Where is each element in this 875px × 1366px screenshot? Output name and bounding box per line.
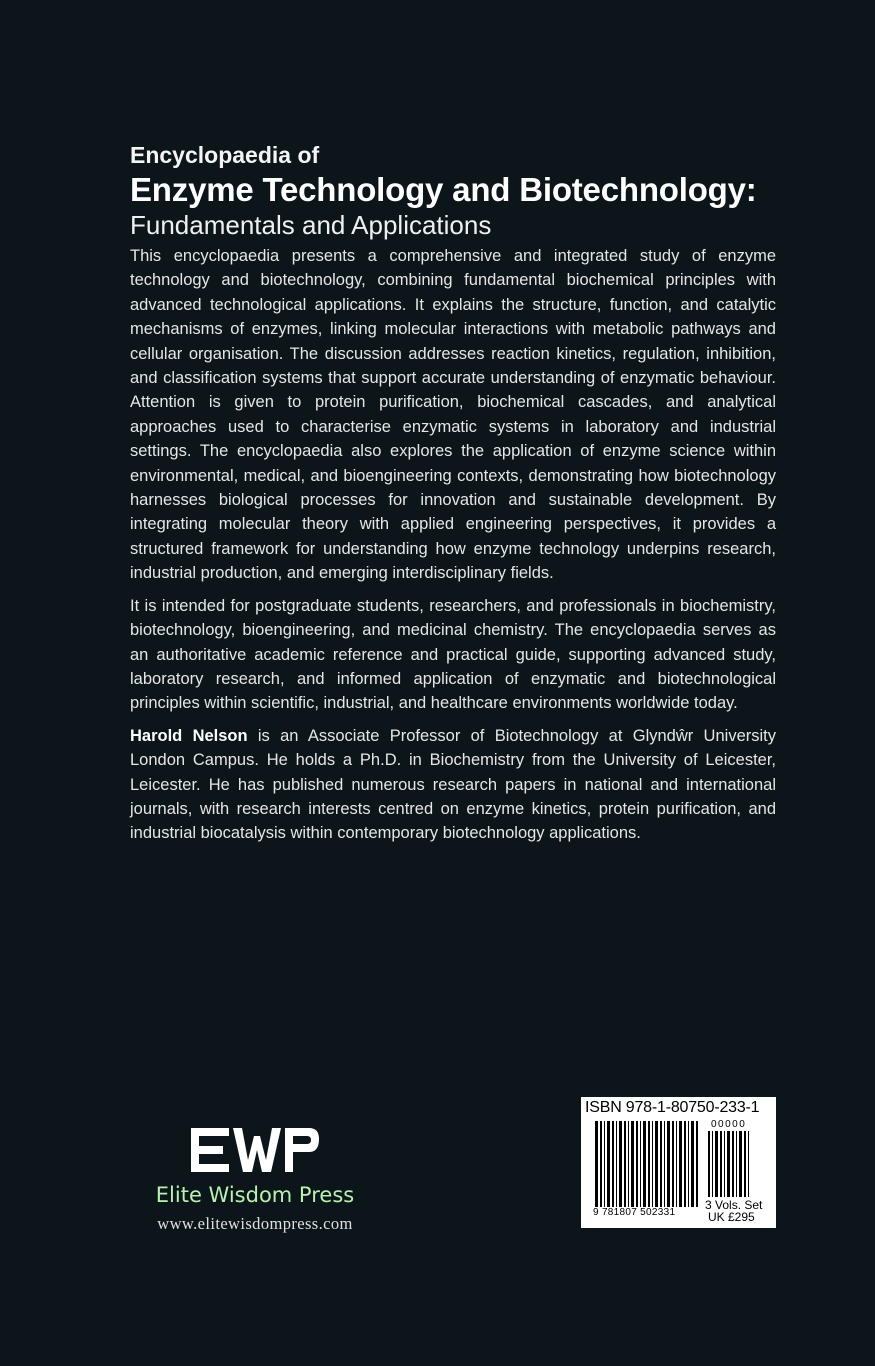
volumes-label: 3 Vols. Set: [705, 1198, 763, 1212]
barcode-bar: [720, 1131, 722, 1197]
publisher-url: www.elitewisdompress.com: [157, 1214, 353, 1233]
barcode-bar: [672, 1121, 674, 1207]
publisher-block: [130, 1128, 380, 1234]
barcode-bar: [676, 1121, 677, 1207]
barcode-bar: [604, 1121, 605, 1207]
barcode-bar: [643, 1121, 646, 1207]
barcode-bar: [607, 1121, 610, 1207]
barcode-bar: [631, 1121, 634, 1207]
description-paragraph-2: It is intended for postgraduate students, researchers, and professionals in biochemistry, biotechnology, bioengineering, and medicinal chemistry. The encyclopaedia serves as an authoritative academic reference and practical guide, supporting advanced study, laboratory research, and informed application of enzymatic and biotechnological principles within scientific, industrial, and healthcare environments worldwide today.: [130, 596, 776, 713]
barcode-bar: [616, 1121, 617, 1207]
isbn-barcode-box: [581, 1097, 776, 1228]
barcode-bar: [696, 1121, 698, 1207]
barcode-bar: [708, 1131, 710, 1197]
book-title: Enzyme Technology and Biotechnology:: [130, 171, 757, 208]
barcode-bar: [667, 1121, 670, 1207]
price-label: UK £295: [708, 1210, 755, 1224]
barcode-bar: [684, 1121, 686, 1207]
barcode-bar: [712, 1131, 713, 1197]
author-name: Harold Nelson: [130, 726, 248, 745]
barcode-bar: [652, 1121, 653, 1207]
barcode-bar: [724, 1131, 725, 1197]
barcode-bar: [739, 1131, 742, 1197]
barcode-bar: [748, 1131, 749, 1197]
barcode-bar: [679, 1121, 682, 1207]
description-paragraph-1: This encyclopaedia presents a comprehensive and integrated study of enzyme technology and biotechnology, combining fundamental biochemical principles with advanced technological applications. It explains the structure, function, and catalytic mechanisms of enzymes, linking molecular interactions with metabolic pathways and cellular organisation. The discussion addresses reaction kinetics, regulation, inhibition, and classification systems that support accurate understanding of enzymatic behaviour. Attention is given to protein purification, biochemical cascades, and analytical approaches used to characterise enzymatic systems in laboratory and industrial settings. The encyclopaedia also explores the application of enzyme science within environmental, medical, and bioengineering contexts, demonstrating how biotechnology harnesses biological processes for innovation and sustainable development. By integrating molecular theory with applied engineering perspectives, it provides a structured framework for understanding how enzyme technology underpins research, industrial production, and emerging interdisciplinary fields.: [130, 247, 776, 583]
barcode-bar: [595, 1121, 598, 1207]
barcode-bar: [619, 1121, 622, 1207]
book-subtitle: Fundamentals and Applications: [130, 210, 492, 240]
barcode-bar: [636, 1121, 638, 1207]
barcode-bar: [628, 1121, 629, 1207]
back-cover-content: [130, 140, 776, 854]
addon-digits: 00000: [711, 1119, 747, 1130]
barcode-bar: [691, 1121, 694, 1207]
barcode-bar: [664, 1121, 665, 1207]
barcode-bar: [660, 1121, 662, 1207]
pre-title: Encyclopaedia of: [130, 142, 320, 168]
author-bio: [130, 724, 776, 846]
barcode-bar: [640, 1121, 641, 1207]
barcode-bar: [736, 1131, 737, 1197]
barcode-bar: [727, 1131, 730, 1197]
barcode-bar: [744, 1131, 746, 1197]
barcode-bar: [715, 1131, 718, 1197]
ean-digits: 9 781807 502331: [593, 1207, 676, 1218]
volumes-and-price: [705, 1199, 762, 1223]
author-bio-text: is an Associate Professor of Biotechnology at Glyndŵr University London Campus. He holds a Ph.D. in Biochemistry from the University of Leicester, Leicester. He has published numerous research papers in national and international journals, with research interests centred on enzyme kinetics, protein purification, and industrial biocatalysis within contemporary biotechnology applications.: [130, 726, 776, 843]
barcode-bar: [600, 1121, 602, 1207]
isbn-number: ISBN 978-1-80750-233-1: [585, 1099, 760, 1116]
barcode-bar: [688, 1121, 689, 1207]
publisher-name: Elite Wisdom Press: [155, 1183, 355, 1207]
barcode-bar: [612, 1121, 614, 1207]
publisher-logo-icon: [191, 1128, 319, 1172]
barcode-bar: [624, 1121, 626, 1207]
barcode-bar: [732, 1131, 734, 1197]
barcode-bar: [655, 1121, 658, 1207]
barcode-bar: [648, 1121, 650, 1207]
